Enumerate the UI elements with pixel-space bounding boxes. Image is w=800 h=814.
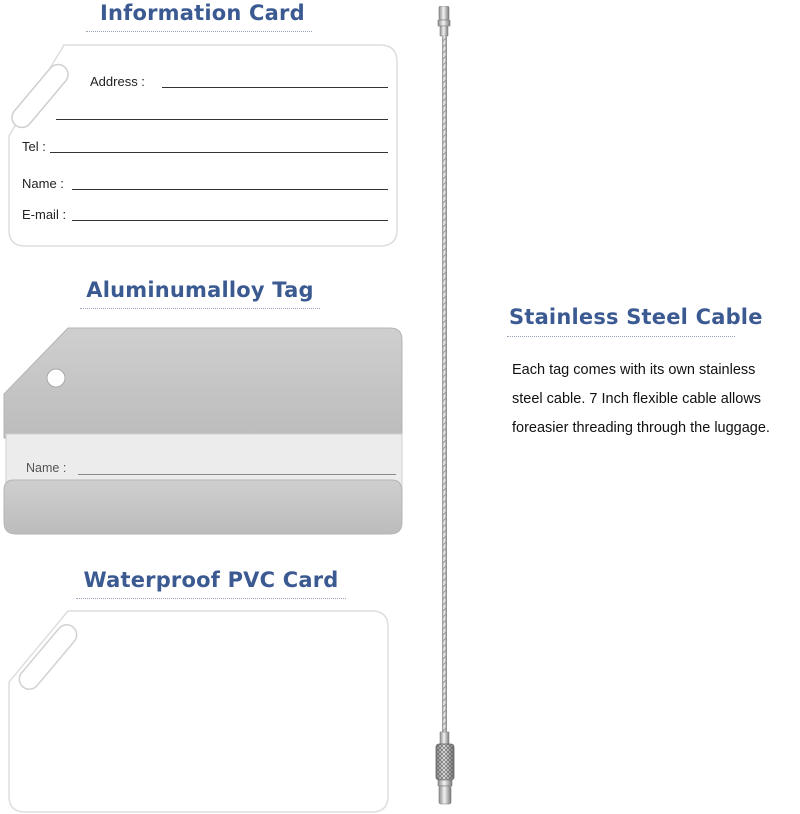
aluminum-tag-image	[0, 326, 406, 538]
address-line-2	[56, 119, 388, 120]
email-line	[72, 220, 388, 221]
name-label: Name :	[22, 176, 64, 191]
description-line-2: steel cable. 7 Inch flexible cable allows	[512, 391, 762, 407]
information-card-image	[8, 44, 398, 248]
email-label: E-mail :	[22, 207, 67, 222]
steel-cable-image	[430, 6, 460, 812]
heading-divider	[507, 336, 735, 337]
address-line	[162, 87, 388, 88]
tel-line	[50, 152, 388, 153]
heading-divider	[76, 598, 346, 599]
heading-divider	[80, 308, 320, 309]
heading-divider	[86, 31, 312, 32]
aluminum-name-label: Name :	[26, 461, 67, 475]
pvc-card-heading: Waterproof PVC Card	[83, 568, 339, 592]
steel-cable-description	[512, 356, 800, 443]
steel-cable-heading: Stainless Steel Cable	[509, 305, 763, 329]
aluminum-name-line	[78, 474, 396, 475]
aluminum-tag-heading: Aluminumalloy Tag	[86, 278, 314, 302]
information-card-heading: Information Card	[100, 1, 305, 25]
pvc-card-image	[8, 610, 390, 814]
name-line	[72, 189, 388, 190]
tel-label: Tel :	[22, 139, 46, 154]
address-label: Address :	[90, 74, 145, 89]
description-line-3: foreasier threading through the luggage.	[512, 420, 770, 436]
description-line-1: Each tag comes with its own stainless	[512, 362, 756, 378]
